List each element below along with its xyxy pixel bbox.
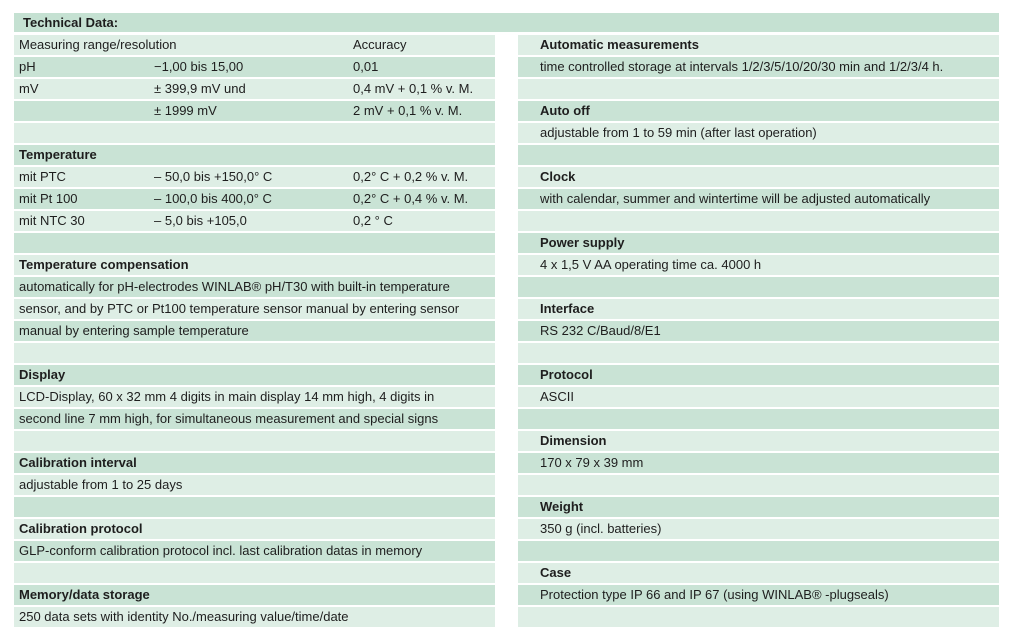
spacer-row — [14, 233, 495, 255]
pt100-accuracy: 0,2° C + 0,4 % v. M. — [353, 191, 469, 206]
right-column — [518, 35, 999, 629]
spacer-row — [518, 277, 999, 299]
spacer-row — [14, 343, 495, 365]
spacer-row — [518, 409, 999, 431]
display-text: LCD-Display, 60 x 32 mm 4 digits in main display 14 mm high, 4 digits in — [19, 389, 435, 404]
mv-range-2: ± 1999 mV — [154, 103, 217, 118]
weight-text: 350 g (incl. batteries) — [540, 521, 662, 536]
spacer-row — [14, 497, 495, 519]
protocol-row — [518, 387, 999, 409]
ptc-row — [14, 167, 495, 189]
calibration-protocol-text: GLP-conform calibration protocol incl. last calibration datas in memory — [19, 543, 423, 558]
section-header — [14, 13, 999, 34]
auto-off-title: Auto off — [540, 103, 590, 118]
dimension-row — [518, 453, 999, 475]
temperature-compensation-text: manual by entering sample temperature — [19, 323, 249, 338]
power-supply-row — [518, 255, 999, 277]
calibration-interval-title: Calibration interval — [19, 455, 137, 470]
spacer-row — [518, 343, 999, 365]
memory-row — [14, 607, 495, 629]
auto-off-title-row — [518, 101, 999, 123]
clock-title: Clock — [540, 169, 576, 184]
auto-off-text: adjustable from 1 to 59 min (after last operation) — [540, 125, 817, 140]
spacer-row — [518, 607, 999, 629]
dimension-title-row — [518, 431, 999, 453]
temperature-compensation-text: sensor, and by PTC or Pt100 temperature sensor manual by entering sensor — [19, 301, 460, 316]
spacer-row — [14, 563, 495, 585]
memory-text: 250 data sets with identity No./measuring value/time/date — [19, 609, 349, 624]
auto-off-row — [518, 123, 999, 145]
display-title-row — [14, 365, 495, 387]
ntc30-row — [14, 211, 495, 233]
protocol-text: ASCII — [540, 389, 574, 404]
automatic-measurements-title-row — [518, 35, 999, 57]
ptc-range: – 50,0 bis +150,0° C — [154, 169, 273, 184]
ph-range: −1,00 bis 15,00 — [154, 59, 244, 74]
case-title-row — [518, 563, 999, 585]
spacer-row — [14, 123, 495, 145]
ntc30-label: mit NTC 30 — [19, 213, 85, 228]
calibration-interval-title-row — [14, 453, 495, 475]
memory-title: Memory/data storage — [19, 587, 150, 602]
calibration-interval-row — [14, 475, 495, 497]
dimension-text: 170 x 79 x 39 mm — [540, 455, 644, 470]
section-title: Technical Data: — [23, 15, 119, 30]
clock-title-row — [518, 167, 999, 189]
automatic-measurements-row — [518, 57, 999, 79]
temperature-compensation-line — [14, 277, 495, 299]
calibration-interval-text: adjustable from 1 to 25 days — [19, 477, 183, 492]
clock-text: with calendar, summer and wintertime will be adjusted automatically — [540, 191, 931, 206]
dimension-title: Dimension — [540, 433, 607, 448]
case-title: Case — [540, 565, 572, 580]
mv-accuracy-2: 2 mV + 0,1 % v. M. — [353, 103, 463, 118]
clock-row — [518, 189, 999, 211]
temperature-compensation-line — [14, 299, 495, 321]
mv-label: mV — [19, 81, 39, 96]
temperature-compensation-title-row — [14, 255, 495, 277]
spacer-row — [14, 431, 495, 453]
pt100-row — [14, 189, 495, 211]
range-header-label: Measuring range/resolution — [19, 37, 177, 52]
mv-row-2 — [14, 101, 495, 123]
memory-title-row — [14, 585, 495, 607]
range-header-row — [14, 35, 495, 57]
interface-title-row — [518, 299, 999, 321]
temperature-title-row — [14, 145, 495, 167]
ntc30-accuracy: 0,2 ° C — [353, 213, 393, 228]
display-line — [14, 387, 495, 409]
ph-label: pH — [19, 59, 36, 74]
protocol-title: Protocol — [540, 367, 593, 382]
weight-title: Weight — [540, 499, 584, 514]
power-supply-title-row — [518, 233, 999, 255]
calibration-protocol-title-row — [14, 519, 495, 541]
pt100-range: – 100,0 bis 400,0° C — [154, 191, 272, 206]
interface-text: RS 232 C/Baud/8/E1 — [540, 323, 661, 338]
weight-title-row — [518, 497, 999, 519]
spacer-row — [518, 475, 999, 497]
calibration-protocol-row — [14, 541, 495, 563]
temperature-compensation-text: automatically for pH-electrodes WINLAB® pH/T30 with built-in temperature — [19, 279, 450, 294]
spacer-row — [518, 211, 999, 233]
spacer-row — [518, 79, 999, 101]
accuracy-header-label: Accuracy — [353, 37, 407, 52]
mv-row-1 — [14, 79, 495, 101]
display-line — [14, 409, 495, 431]
mv-range-1: ± 399,9 mV und — [154, 81, 246, 96]
interface-title: Interface — [540, 301, 595, 316]
automatic-measurements-text: time controlled storage at intervals 1/2/3/5/10/20/30 min and 1/2/3/4 h. — [540, 59, 944, 74]
ptc-label: mit PTC — [19, 169, 66, 184]
weight-row — [518, 519, 999, 541]
protocol-title-row — [518, 365, 999, 387]
ptc-accuracy: 0,2° C + 0,2 % v. M. — [353, 169, 469, 184]
display-title: Display — [19, 367, 66, 382]
ph-row — [14, 57, 495, 79]
ntc30-range: – 5,0 bis +105,0 — [154, 213, 247, 228]
automatic-measurements-title: Automatic measurements — [540, 37, 699, 52]
temperature-compensation-line — [14, 321, 495, 343]
pt100-label: mit Pt 100 — [19, 191, 78, 206]
spacer-row — [518, 541, 999, 563]
spacer-row — [518, 145, 999, 167]
interface-row — [518, 321, 999, 343]
power-supply-text: 4 x 1,5 V AA operating time ca. 4000 h — [540, 257, 762, 272]
case-text: Protection type IP 66 and IP 67 (using WINLAB® -plugseals) — [540, 587, 889, 602]
mv-accuracy-1: 0,4 mV + 0,1 % v. M. — [353, 81, 474, 96]
power-supply-title: Power supply — [540, 235, 625, 250]
calibration-protocol-title: Calibration protocol — [19, 521, 143, 536]
case-row — [518, 585, 999, 607]
ph-accuracy: 0,01 — [353, 59, 379, 74]
display-text: second line 7 mm high, for simultaneous measurement and special signs — [19, 411, 439, 426]
left-column — [14, 35, 495, 629]
temperature-title: Temperature — [19, 147, 97, 162]
temperature-compensation-title: Temperature compensation — [19, 257, 189, 272]
